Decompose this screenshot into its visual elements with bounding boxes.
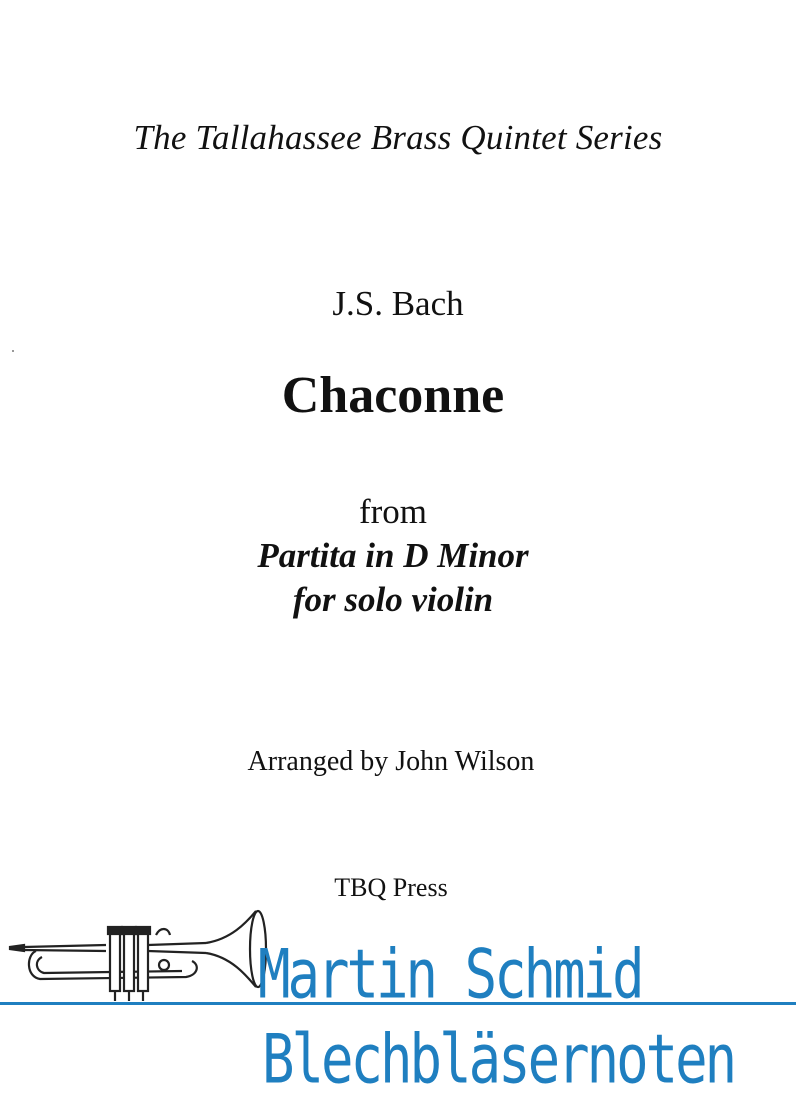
arranger-credit: Arranged by John Wilson (247, 746, 535, 777)
stamp-line1: Martin Schmid (258, 935, 642, 1014)
source-work (0, 534, 786, 622)
source-work-line2: for solo violin (292, 580, 494, 619)
series-title: The Tallahassee Brass Quintet Series (133, 118, 663, 157)
source-work-line1: Partita in D Minor (257, 536, 529, 575)
from-label: from (358, 492, 428, 531)
paper-speck (12, 350, 14, 352)
publisher-name: TBQ Press (334, 873, 448, 902)
dealer-stamp (0, 905, 796, 1099)
composer-name: J.S. Bach (332, 284, 464, 323)
work-title: Chaconne (281, 367, 505, 424)
stamp-line2: Blechbläsernoten (262, 1020, 735, 1099)
